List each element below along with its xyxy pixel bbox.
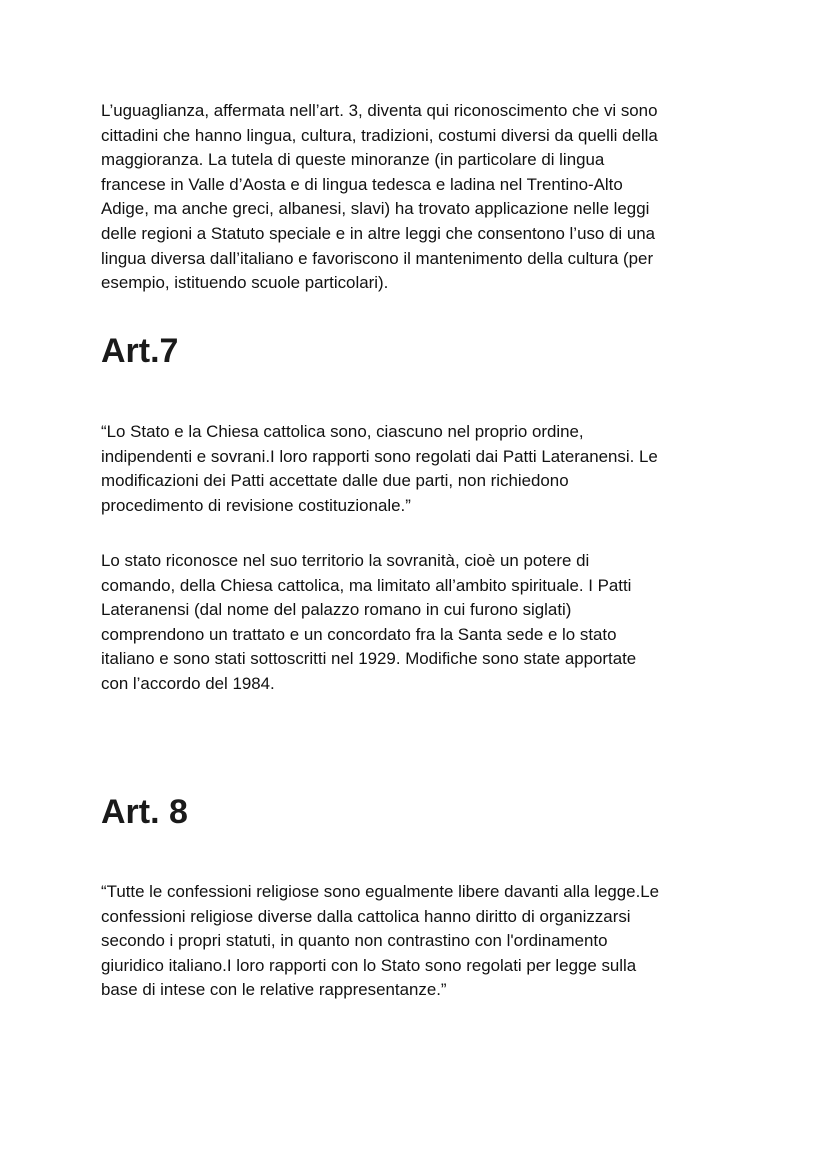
intro-paragraph [101,99,741,296]
art7-commentary-line: italiano e sono stati sottoscritti nel 1929. Modifiche sono state apportate [101,649,637,669]
intro-line: francese in Valle d’Aosta e di lingua tedesca e ladina nel Trentino-Alto [101,174,623,194]
art8-quote-line: giuridico italiano.I loro rapporti con lo Stato sono regolati per legge sulla [101,955,637,975]
art7-commentary-line: comando, della Chiesa cattolica, ma limitato all’ambito spirituale. I Patti [101,575,632,595]
art7-quote-line: procedimento di revisione costituzionale.” [101,495,411,515]
intro-line: lingua diversa dall’italiano e favoriscono il mantenimento della cultura (per [101,248,654,268]
art7-commentary [101,549,741,697]
intro-line: cittadini che hanno lingua, cultura, tradizioni, costumi diversi da quelli della [101,125,658,145]
art7-quote-line: indipendenti e sovrani.I loro rapporti sono regolati dai Patti Lateranensi. Le [101,446,658,466]
art7-commentary-line: comprendono un trattato e un concordato fra la Santa sede e lo stato [101,624,617,644]
art7-heading: Art.7 [101,332,179,370]
art7-quote [101,420,741,518]
art8-heading: Art. 8 [101,793,188,831]
intro-line: Adige, ma anche greci, albanesi, slavi) ha trovato applicazione nelle leggi [101,199,650,219]
intro-line: delle regioni a Statuto speciale e in altre leggi che consentono l’uso di una [101,223,656,243]
art7-commentary-line: Lo stato riconosce nel suo territorio la sovranità, cioè un potere di [101,551,590,570]
intro-line: maggioranza. La tutela di queste minoranze (in particolare di lingua [101,150,605,170]
art8-quote-line: secondo i propri statuti, in quanto non contrastino con l'ordinamento [101,931,608,951]
art7-commentary-line: Lateranensi (dal nome del palazzo romano in cui furono siglati) [101,600,572,620]
art8-quote [101,880,741,1003]
intro-line: L’uguaglianza, affermata nell’art. 3, diventa qui riconoscimento che vi sono [101,101,658,120]
art8-quote-line: base di intese con le relative rappresentanze.” [101,980,447,1000]
art8-quote-line: “Tutte le confessioni religiose sono egualmente libere davanti alla legge.Le [101,882,660,901]
art7-quote-line: modificazioni dei Patti accettate dalle due parti, non richiedono [101,471,569,491]
art7-commentary-line: con l’accordo del 1984. [101,673,275,693]
art7-quote-line: “Lo Stato e la Chiesa cattolica sono, ciascuno nel proprio ordine, [101,422,584,441]
art8-quote-line: confessioni religiose diverse dalla cattolica hanno diritto di organizzarsi [101,906,631,926]
intro-line: esempio, istituendo scuole particolari). [101,273,389,293]
